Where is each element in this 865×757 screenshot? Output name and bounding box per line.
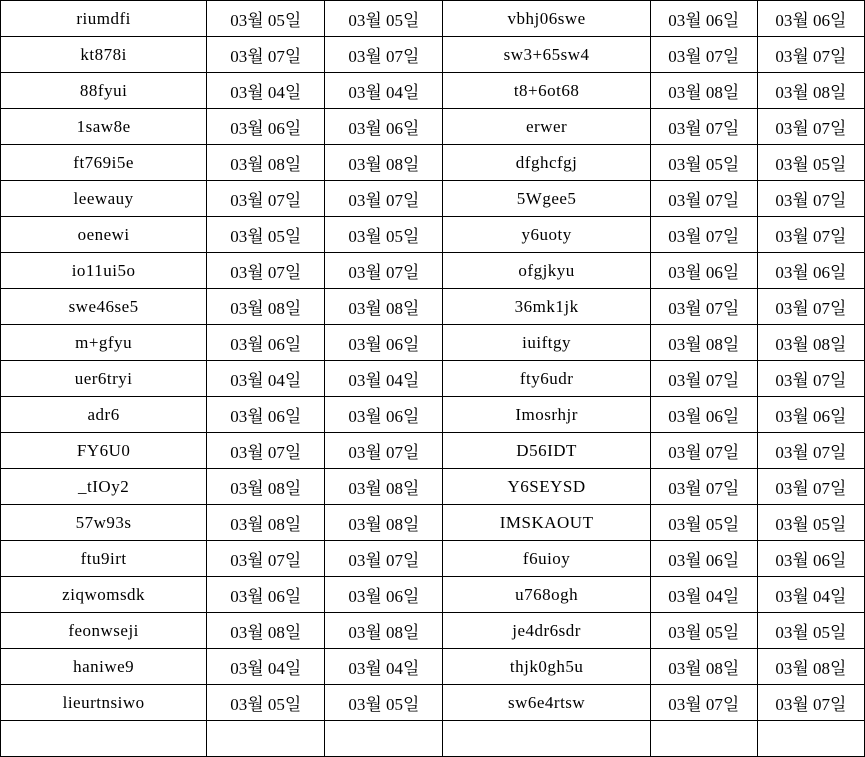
cell-date-left-1: 03월 07일 [207, 541, 325, 577]
cell-name-right: ofgjkyu [443, 253, 650, 289]
cell-date-left-2: 03월 08일 [325, 505, 443, 541]
cell-name-right [443, 721, 650, 757]
cell-date-right-2: 03월 07일 [757, 289, 864, 325]
cell-name-right: sw3+65sw4 [443, 37, 650, 73]
cell-date-left-2: 03월 05일 [325, 217, 443, 253]
cell-date-right-2: 03월 08일 [757, 73, 864, 109]
table-row-partial [1, 721, 865, 757]
cell-date-right-1: 03월 06일 [650, 541, 757, 577]
cell-date-left-2: 03월 08일 [325, 613, 443, 649]
cell-date-right-1: 03월 07일 [650, 109, 757, 145]
cell-date-left-2: 03월 06일 [325, 109, 443, 145]
cell-date-right-2: 03월 06일 [757, 397, 864, 433]
cell-date-right-2: 03월 08일 [757, 325, 864, 361]
cell-date-right-2: 03월 05일 [757, 505, 864, 541]
table-row [1, 469, 865, 505]
cell-name-left: io11ui5o [1, 253, 207, 289]
cell-date-right-2: 03월 07일 [757, 469, 864, 505]
cell-date-left-1: 03월 06일 [207, 397, 325, 433]
cell-date-left-1: 03월 04일 [207, 73, 325, 109]
table-row [1, 217, 865, 253]
cell-date-right-1: 03월 07일 [650, 433, 757, 469]
cell-date-right-2: 03월 05일 [757, 613, 864, 649]
cell-date-right-1 [650, 721, 757, 757]
cell-name-right: sw6e4rtsw [443, 685, 650, 721]
cell-name-right: u768ogh [443, 577, 650, 613]
cell-date-right-2: 03월 06일 [757, 541, 864, 577]
cell-name-right: f6uioy [443, 541, 650, 577]
cell-date-left-1: 03월 04일 [207, 361, 325, 397]
cell-date-left-2 [325, 721, 443, 757]
cell-date-left-1: 03월 08일 [207, 505, 325, 541]
cell-date-right-2: 03월 04일 [757, 577, 864, 613]
cell-date-right-1: 03월 07일 [650, 469, 757, 505]
cell-date-right-1: 03월 07일 [650, 289, 757, 325]
cell-date-left-1: 03월 06일 [207, 577, 325, 613]
cell-date-left-2: 03월 06일 [325, 397, 443, 433]
table-body [1, 1, 865, 757]
cell-name-right: vbhj06swe [443, 1, 650, 37]
cell-date-left-2: 03월 04일 [325, 649, 443, 685]
cell-date-right-1: 03월 07일 [650, 181, 757, 217]
cell-date-left-2: 03월 08일 [325, 145, 443, 181]
cell-date-left-1: 03월 05일 [207, 1, 325, 37]
cell-name-right: 5Wgee5 [443, 181, 650, 217]
cell-date-left-2: 03월 05일 [325, 1, 443, 37]
cell-name-left: lieurtnsiwo [1, 685, 207, 721]
table-row [1, 505, 865, 541]
cell-date-left-1 [207, 721, 325, 757]
cell-date-left-1: 03월 07일 [207, 181, 325, 217]
cell-date-left-1: 03월 08일 [207, 613, 325, 649]
cell-name-left: 88fyui [1, 73, 207, 109]
cell-date-right-1: 03월 06일 [650, 1, 757, 37]
cell-name-left: adr6 [1, 397, 207, 433]
table-row [1, 109, 865, 145]
table-row [1, 613, 865, 649]
cell-date-right-2: 03월 07일 [757, 109, 864, 145]
cell-date-left-2: 03월 07일 [325, 253, 443, 289]
cell-date-right-1: 03월 05일 [650, 505, 757, 541]
cell-date-left-1: 03월 04일 [207, 649, 325, 685]
cell-name-left [1, 721, 207, 757]
cell-date-left-1: 03월 07일 [207, 37, 325, 73]
cell-date-left-1: 03월 08일 [207, 469, 325, 505]
cell-date-right-2: 03월 07일 [757, 217, 864, 253]
cell-name-right: je4dr6sdr [443, 613, 650, 649]
cell-name-left: ftu9irt [1, 541, 207, 577]
cell-date-left-2: 03월 06일 [325, 577, 443, 613]
table-row [1, 397, 865, 433]
cell-name-left: 57w93s [1, 505, 207, 541]
table-row [1, 361, 865, 397]
cell-name-right: thjk0gh5u [443, 649, 650, 685]
cell-name-left: feonwseji [1, 613, 207, 649]
cell-date-right-1: 03월 06일 [650, 253, 757, 289]
table-row [1, 181, 865, 217]
cell-date-left-2: 03월 08일 [325, 289, 443, 325]
cell-date-right-2: 03월 06일 [757, 253, 864, 289]
table-row [1, 145, 865, 181]
cell-date-left-2: 03월 08일 [325, 469, 443, 505]
cell-name-right: iuiftgy [443, 325, 650, 361]
cell-date-right-2: 03월 05일 [757, 145, 864, 181]
cell-name-right: t8+6ot68 [443, 73, 650, 109]
cell-date-left-2: 03월 06일 [325, 325, 443, 361]
cell-date-left-1: 03월 05일 [207, 217, 325, 253]
cell-name-right: fty6udr [443, 361, 650, 397]
cell-name-left: ziqwomsdk [1, 577, 207, 613]
cell-date-right-1: 03월 07일 [650, 361, 757, 397]
table-row [1, 37, 865, 73]
cell-date-left-1: 03월 08일 [207, 145, 325, 181]
cell-date-right-2 [757, 721, 864, 757]
cell-name-left: leewauy [1, 181, 207, 217]
table-row [1, 433, 865, 469]
cell-name-left: m+gfyu [1, 325, 207, 361]
cell-name-right: D56IDT [443, 433, 650, 469]
cell-date-right-2: 03월 08일 [757, 649, 864, 685]
cell-name-left: ft769i5e [1, 145, 207, 181]
cell-date-right-1: 03월 08일 [650, 649, 757, 685]
cell-date-left-1: 03월 08일 [207, 289, 325, 325]
table-row [1, 1, 865, 37]
cell-date-right-1: 03월 04일 [650, 577, 757, 613]
table-row [1, 577, 865, 613]
cell-date-left-2: 03월 05일 [325, 685, 443, 721]
cell-date-left-1: 03월 06일 [207, 109, 325, 145]
cell-date-left-1: 03월 05일 [207, 685, 325, 721]
cell-name-left: _tIOy2 [1, 469, 207, 505]
cell-date-right-1: 03월 05일 [650, 613, 757, 649]
cell-name-left: 1saw8e [1, 109, 207, 145]
cell-date-left-2: 03월 04일 [325, 361, 443, 397]
cell-date-right-2: 03월 07일 [757, 685, 864, 721]
cell-date-left-2: 03월 04일 [325, 73, 443, 109]
cell-name-right: Imosrhjr [443, 397, 650, 433]
cell-name-right: Y6SEYSD [443, 469, 650, 505]
cell-name-left: FY6U0 [1, 433, 207, 469]
cell-date-left-1: 03월 07일 [207, 253, 325, 289]
cell-date-right-2: 03월 06일 [757, 1, 864, 37]
cell-name-right: y6uoty [443, 217, 650, 253]
cell-date-left-1: 03월 06일 [207, 325, 325, 361]
cell-date-right-1: 03월 05일 [650, 145, 757, 181]
table-row [1, 289, 865, 325]
cell-name-right: 36mk1jk [443, 289, 650, 325]
cell-date-left-1: 03월 07일 [207, 433, 325, 469]
cell-date-right-2: 03월 07일 [757, 433, 864, 469]
cell-date-right-2: 03월 07일 [757, 361, 864, 397]
table-row [1, 73, 865, 109]
cell-date-right-1: 03월 07일 [650, 37, 757, 73]
table-row [1, 685, 865, 721]
cell-name-right: dfghcfgj [443, 145, 650, 181]
cell-date-right-1: 03월 07일 [650, 685, 757, 721]
cell-name-left: swe46se5 [1, 289, 207, 325]
table-row [1, 253, 865, 289]
cell-name-left: uer6tryi [1, 361, 207, 397]
cell-date-left-2: 03월 07일 [325, 181, 443, 217]
cell-name-right: erwer [443, 109, 650, 145]
cell-date-right-2: 03월 07일 [757, 37, 864, 73]
table-row [1, 541, 865, 577]
table-row [1, 325, 865, 361]
cell-date-right-1: 03월 08일 [650, 325, 757, 361]
cell-name-left: kt878i [1, 37, 207, 73]
cell-date-left-2: 03월 07일 [325, 37, 443, 73]
cell-name-left: riumdfi [1, 1, 207, 37]
cell-name-right: IMSKAOUT [443, 505, 650, 541]
cell-name-left: haniwe9 [1, 649, 207, 685]
cell-date-left-2: 03월 07일 [325, 433, 443, 469]
cell-date-right-1: 03월 08일 [650, 73, 757, 109]
cell-date-left-2: 03월 07일 [325, 541, 443, 577]
table-row [1, 649, 865, 685]
cell-date-right-1: 03월 07일 [650, 217, 757, 253]
cell-name-left: oenewi [1, 217, 207, 253]
cell-date-right-2: 03월 07일 [757, 181, 864, 217]
cell-date-right-1: 03월 06일 [650, 397, 757, 433]
